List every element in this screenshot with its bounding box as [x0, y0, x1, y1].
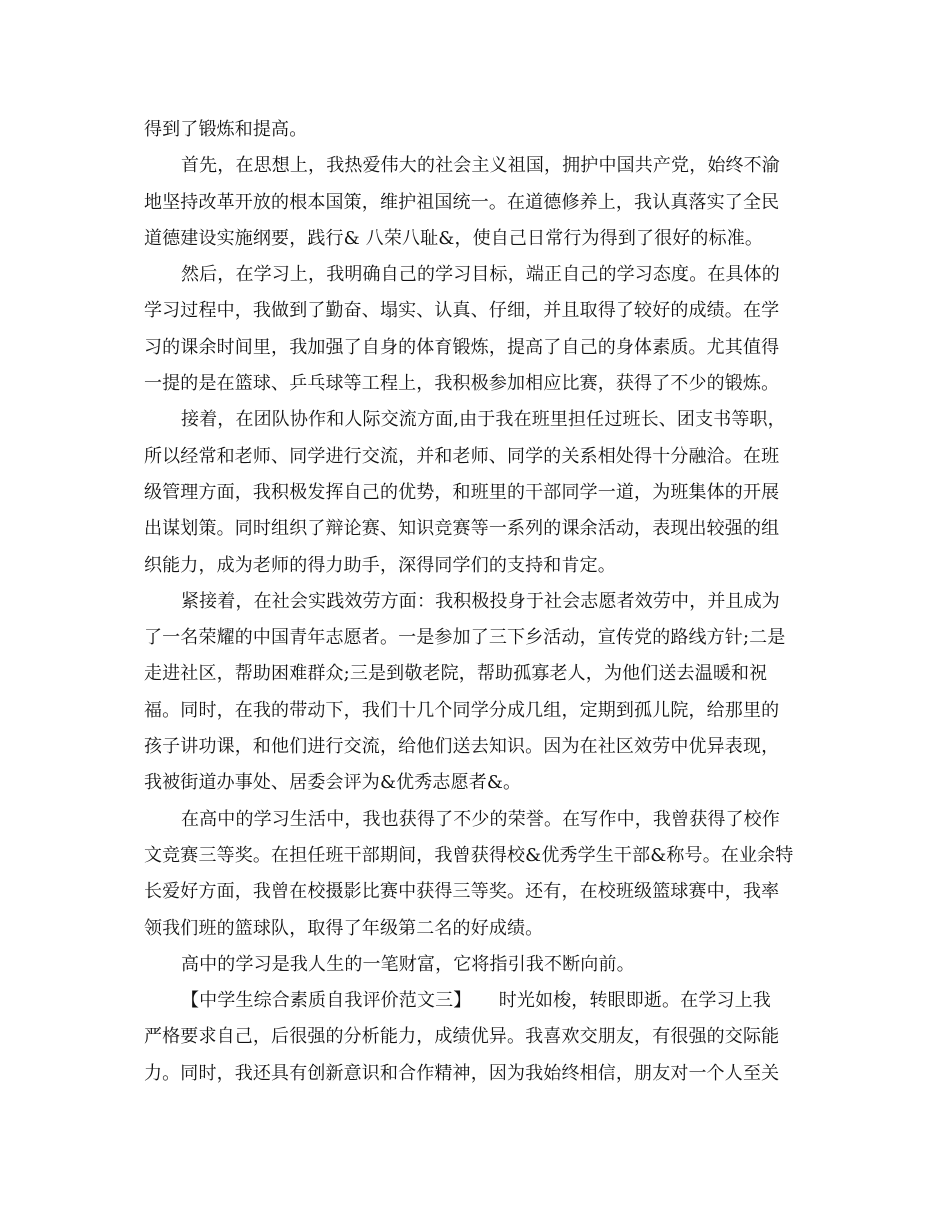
text-line: 【中学生综合素质自我评价范文三】 时光如梭，转眼即逝。在学习上我	[181, 990, 771, 1012]
text-line: 我被街道办事处、居委会评为&优秀志愿者&。	[144, 772, 522, 794]
text-line: 首先，在思想上，我热爱伟大的社会主义祖国，拥护中国共产党，始终不渝	[181, 155, 780, 177]
text-line: 文竞赛三等奖。在担任班干部期间，我曾获得校&优秀学生干部&称号。在业余特	[144, 844, 794, 866]
text-line: 习的课余时间里，我加强了自身的体育锻炼，提高了自己的身体素质。尤其值得	[144, 336, 780, 358]
text-line: 力。同时，我还具有创新意识和合作精神，因为我始终相信，朋友对一个人至关	[144, 1062, 780, 1084]
text-line: 走进社区，帮助困难群众;三是到敬老院，帮助孤寡老人，为他们送去温暖和祝	[144, 663, 768, 685]
text-line: 严格要求自己，后很强的分析能力，成绩优异。我喜欢交朋友，有很强的交际能	[144, 1026, 780, 1048]
text-line: 所以经常和老师、同学进行交流，并和老师、同学的关系相处得十分融洽。在班	[144, 445, 780, 467]
text-line: 出谋划策。同时组织了辩论赛、知识竞赛等一系列的课余活动，表现出较强的组	[144, 518, 780, 540]
text-line: 了一名荣耀的中国青年志愿者。一是参加了三下乡活动，宣传党的路线方针;二是	[144, 627, 786, 649]
text-line: 高中的学习是我人生的一笔财富，它将指引我不断向前。	[181, 953, 635, 975]
document-body	[144, 112, 810, 1092]
text-line: 级管理方面，我积极发挥自己的优势，和班里的干部同学一道，为班集体的开展	[144, 481, 780, 503]
text-line: 福。同时，在我的带动下，我们十几个同学分成几组，定期到孤儿院，给那里的	[144, 699, 780, 721]
text-line: 得到了锻炼和提高。	[144, 119, 308, 140]
text-line: 在高中的学习生活中，我也获得了不少的荣誉。在写作中，我曾获得了校作	[181, 808, 780, 830]
text-line: 紧接着，在社会实践效劳方面：我积极投身于社会志愿者效劳中，并且成为	[181, 590, 780, 612]
text-line: 接着，在团队协作和人际交流方面,由于我在班里担任过班长、团支书等职，	[181, 409, 786, 431]
text-line: 长爱好方面，我曾在校摄影比赛中获得三等奖。还有，在校班级篮球赛中，我率	[144, 881, 780, 903]
text-line: 然后，在学习上，我明确自己的学习目标，端正自己的学习态度。在具体的	[181, 264, 780, 286]
text-line: 领我们班的篮球队，取得了年级第二名的好成绩。	[144, 917, 544, 939]
text-line: 道德建设实施纲要，践行& 八荣八耻&，使自己日常行为得到了很好的标准。	[144, 227, 764, 249]
text-line: 织能力，成为老师的得力助手，深得同学们的支持和肯定。	[144, 554, 616, 576]
text-line: 一提的是在篮球、乒乓球等工程上，我积极参加相应比赛，获得了不少的锻炼。	[144, 373, 780, 395]
text-line: 孩子讲功课，和他们进行交流，给他们送去知识。因为在社区效劳中优异表现，	[144, 736, 780, 758]
text-line: 学习过程中，我做到了勤奋、塌实、认真、仔细，并且取得了较好的成绩。在学	[144, 300, 780, 322]
text-line: 地坚持改革开放的根本国策，维护祖国统一。在道德修养上，我认真落实了全民	[144, 191, 780, 213]
